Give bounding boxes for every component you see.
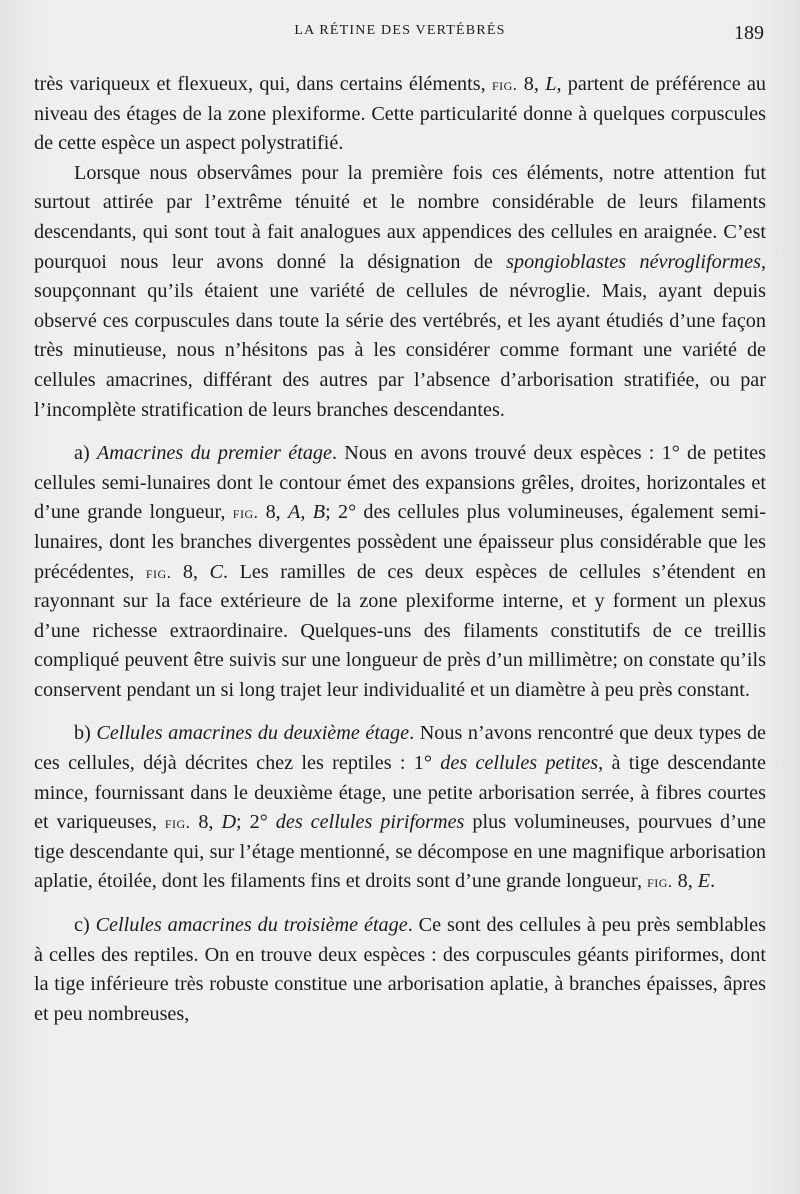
paragraph-amacrines-deuxieme-etage xyxy=(34,719,766,897)
italic-text: D xyxy=(221,811,237,834)
paragraph-amacrines-premier-etage xyxy=(34,439,766,705)
text-run: . Nous en avons trouvé deux espèces : 1° de petites cellules semi-lunaires dont le contour émet des expansions grêles, droites, horizontales et d’une grande longueur, xyxy=(34,442,766,524)
figure-reference: fig. xyxy=(232,503,259,523)
text-run: . xyxy=(710,870,716,893)
italic-text: des cellules petites xyxy=(440,752,599,775)
text-run: . Les ramilles de ces deux espèces de cellules s’étendent en rayonnant sur la face extérieure de la zone plexiforme interne, et y forment un plexus d’une richesse extraordinaire. Quelques-uns des filaments constitutifs de ce treillis compliqué peuvent être suivis sur une longueur de près d’un millimètre; on constate qu’ils conservent pendant un si long trajet leur individualité et un diamètre à peu près constant. xyxy=(34,560,766,701)
text-run: ; 2° xyxy=(236,811,276,834)
figure-reference: fig. xyxy=(145,562,172,582)
italic-text: spongioblastes névrogliformes xyxy=(506,250,761,273)
text-run: 8, xyxy=(190,811,222,834)
italic-text: B xyxy=(312,501,326,524)
text-run: 8, xyxy=(171,560,210,583)
text-run: c) xyxy=(74,914,96,937)
text-run: . Nous n’avons rencontré que deux types de ces cellules, déjà décrites chez les reptiles : 1° xyxy=(34,722,767,775)
italic-text: Amacrines du premier étage xyxy=(96,442,332,465)
paragraph-spongioblastes xyxy=(34,159,766,425)
paragraph-continuation xyxy=(34,70,766,159)
italic-text: C xyxy=(209,560,224,583)
italic-text: E xyxy=(697,870,711,893)
italic-text: L xyxy=(545,73,557,95)
text-run: a) xyxy=(74,442,97,465)
text-run: . Ce sont des cellules à peu près semblables à celles des reptiles. On en trouve deux espèces : des corpuscules géants piriformes, dont la tige inférieure très robuste constitue une arborisation aplatie, à branches épaisses, âpres et peu nombreuses, xyxy=(34,914,766,1025)
italic-text: Cellules amacrines du deuxième étage xyxy=(96,722,410,745)
italic-text: Cellules amacrines du troisième étage xyxy=(95,914,408,937)
text-run: 8, xyxy=(258,501,289,524)
figure-reference: fig. xyxy=(164,813,191,833)
text-run: , soupçonnant qu’ils étaient une variété de cellules de névroglie. Mais, ayant depuis observé ces corpuscules dans toute la série des vertébrés, et les ayant étudiés d’une façon très minutieuse, nous n’hésitons pas à les considérer comme formant une variété de cellules amacrines, différant des autres par l’absence d’arborisation stratifiée, ou par l’incomplète stratification de leurs branches descendantes. xyxy=(34,250,767,421)
figure-reference: fig. xyxy=(491,75,518,94)
text-run: très variqueux et flexueux, qui, dans certains éléments, xyxy=(34,73,492,95)
running-title: LA RÉTINE DES VERTÉBRÉS xyxy=(294,23,506,38)
italic-text: A xyxy=(288,501,301,524)
text-run: , xyxy=(300,501,313,524)
text-run: plus volumineuses, pourvues d’une tige descendante qui, sur l’étage mentionné, se décompose en une magnifique arborisation aplatie, étoilée, dont les filaments fins et droits sont d’une grande longueur, xyxy=(34,811,767,893)
text-run: , partent de préférence au niveau des étages de la zone plexiforme. Cette particularité donne à quelques corpuscules de cette espèce un aspect polystratifié. xyxy=(34,73,767,155)
paragraph-amacrines-troisieme-etage xyxy=(34,911,766,1029)
page-number: 189 xyxy=(734,22,764,44)
text-run: ; 2° des cellules plus volumineuses, également semi-lunaires, dont les branches divergentes possèdent une épaisseur plus considérable que les précédentes, xyxy=(34,501,767,583)
figure-reference: fig. xyxy=(647,872,673,892)
text-run: 8, xyxy=(517,73,546,95)
italic-text: des cellules piriformes xyxy=(275,811,465,834)
running-head xyxy=(34,20,766,46)
text-run: , à tige descendante mince, fournissant dans le deuxième étage, une petite arborisation serrée, à fibres courtes et variqueuses, xyxy=(34,752,767,834)
text-run: b) xyxy=(74,722,97,745)
text-run: 8, xyxy=(672,870,698,893)
body-text xyxy=(34,70,766,1029)
text-run: Lorsque nous observâmes pour la première fois ces éléments, notre attention fut surtout attirée par l’extrême ténuité et le nombre considérable de leurs filaments descendants, qui sont tout à fait analogues aux appendices des cellules en araignée. C’est pourquoi nous leur avons donné la désignation de xyxy=(34,161,766,273)
